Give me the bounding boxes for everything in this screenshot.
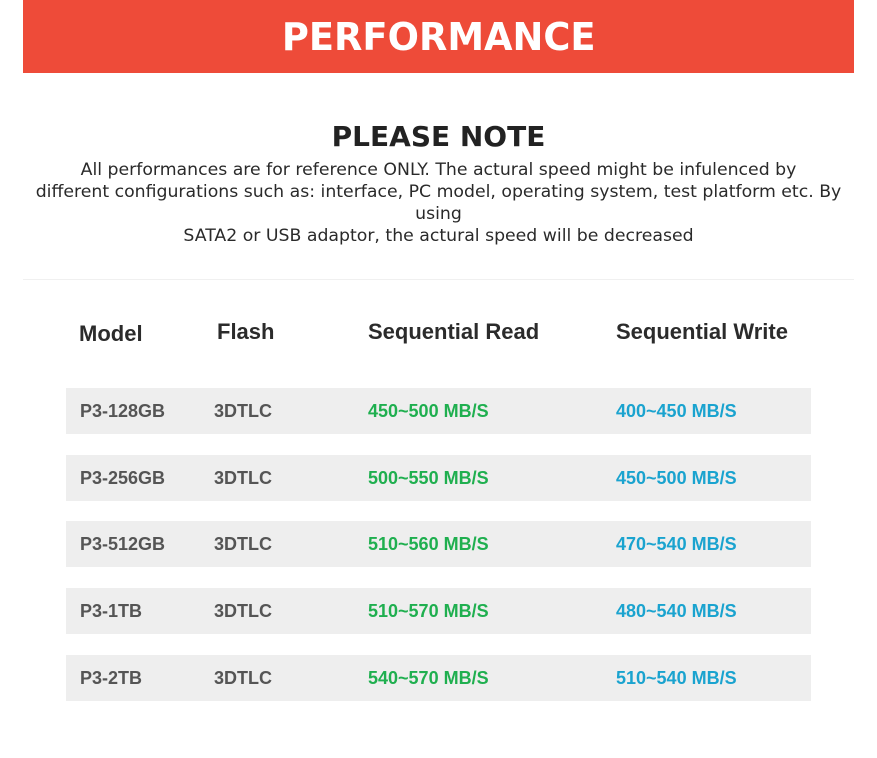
- cell-write-speed: 470~540 MB/S: [616, 534, 737, 554]
- table-row: [66, 455, 811, 501]
- header-flash: Flash: [217, 319, 275, 344]
- note-line: different configurations such as: interface, PC model, operating system, test platform etc. By using: [35, 182, 842, 224]
- cell-flash: 3DTLC: [214, 668, 272, 688]
- cell-read-speed: 500~550 MB/S: [368, 468, 489, 488]
- cell-write-speed: 510~540 MB/S: [616, 668, 737, 688]
- cell-read-speed: 510~570 MB/S: [368, 601, 489, 621]
- cell-model: P3-512GB: [80, 534, 166, 554]
- header-sequential-write: Sequential Write: [616, 319, 788, 344]
- cell-write-speed: 480~540 MB/S: [616, 601, 737, 621]
- header-model: Model: [79, 321, 143, 346]
- performance-banner: [23, 0, 854, 73]
- note-line: SATA2 or USB adaptor, the actural speed will be decreased: [183, 226, 694, 246]
- cell-write-speed: 450~500 MB/S: [616, 468, 737, 488]
- cell-read-speed: 510~560 MB/S: [368, 534, 489, 554]
- note-text: [12, 159, 865, 247]
- header-sequential-read: Sequential Read: [368, 319, 540, 344]
- table-row: [66, 655, 811, 701]
- cell-write-speed: 400~450 MB/S: [616, 401, 737, 421]
- cell-model: P3-128GB: [80, 401, 166, 421]
- section-divider: [23, 279, 854, 280]
- table-row: [66, 388, 811, 434]
- cell-flash: 3DTLC: [214, 401, 272, 421]
- cell-flash: 3DTLC: [214, 601, 272, 621]
- cell-model: P3-256GB: [80, 468, 166, 488]
- table-row: [66, 588, 811, 634]
- cell-flash: 3DTLC: [214, 468, 272, 488]
- cell-read-speed: 540~570 MB/S: [368, 668, 489, 688]
- note-heading: PLEASE NOTE: [331, 120, 546, 153]
- cell-read-speed: 450~500 MB/S: [368, 401, 489, 421]
- cell-model: P3-1TB: [80, 601, 143, 621]
- cell-model: P3-2TB: [80, 668, 143, 688]
- table-row: [66, 521, 811, 567]
- cell-flash: 3DTLC: [214, 534, 272, 554]
- note-line: All performances are for reference ONLY. The actural speed might be infulenced by: [80, 160, 797, 180]
- banner-title: PERFORMANCE: [281, 14, 596, 59]
